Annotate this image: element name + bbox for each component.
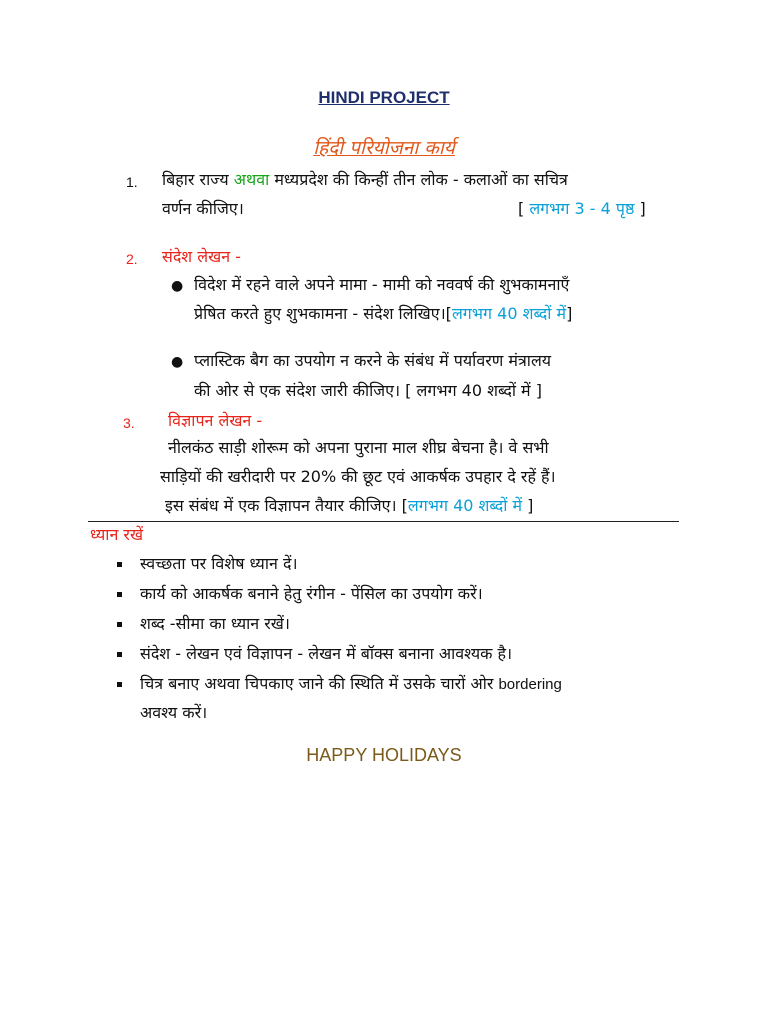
footer-greeting: HAPPY HOLIDAYS <box>306 745 462 765</box>
item-1-note-close: ] <box>634 199 646 218</box>
item-3-line-1: नीलकंठ साड़ी शोरूम को अपना पुराना माल शीघ्र बेचना है। वे सभी <box>168 438 549 457</box>
item-1-line-2: वर्णन कीजिए। <box>162 199 244 218</box>
bullet-dot-icon: ● <box>171 278 184 294</box>
item-1-line-1 <box>162 169 568 191</box>
item-1-note-text: लगभग 3 - 4 पृष्ठ <box>529 199 635 218</box>
square-bullet-icon <box>117 622 122 627</box>
item-3-line-3-text: इस संबंध में एक विज्ञापन तैयार कीजिए। [ <box>165 496 408 515</box>
item-2-number: 2. <box>126 251 138 267</box>
item-2-heading: संदेश लेखन - <box>162 247 241 266</box>
square-bullet-icon <box>117 682 122 687</box>
item-2-b1-close: ] <box>566 304 573 323</box>
square-bullet-icon <box>117 652 122 657</box>
item-3-line-3 <box>165 495 533 517</box>
notes-item-5-text: चित्र बनाए अथवा चिपकाए जाने की स्थिति में उसके चारों ओर <box>140 674 499 693</box>
item-3-note-close: ] <box>522 496 534 515</box>
item-1-number: 1. <box>126 174 138 190</box>
page-title: HINDI PROJECT <box>318 88 450 107</box>
notes-item-5 <box>140 673 562 696</box>
item-1-note-open: [ <box>518 199 530 218</box>
notes-heading: ध्यान रखें <box>90 525 144 544</box>
item-1-note <box>518 198 646 220</box>
item-2-b1-text: प्रेषित करते हुए शुभकामना - संदेश लिखिए।[ <box>194 304 452 323</box>
item-3-note: लगभग 40 शब्दों में <box>407 496 523 515</box>
item-2-bullet-1-line-1: विदेश में रहने वाले अपने मामा - मामी को नववर्ष की शुभकामनाएँ <box>194 275 570 294</box>
notes-item-4: संदेश - लेखन एवं विज्ञापन - लेखन में बॉक्स बनाना आवश्यक है। <box>140 644 513 663</box>
item-1-text-c: मध्यप्रदेश की किन्हीं तीन लोक - कलाओं का सचित्र <box>269 170 568 189</box>
notes-item-2: कार्य को आकर्षक बनाने हेतु रंगीन - पेंसिल का उपयोग करें। <box>140 584 483 603</box>
section-divider <box>88 521 679 522</box>
item-2-bullet-2-line-2: की ओर से एक संदेश जारी कीजिए। [ लगभग 40 शब्दों में ] <box>194 381 542 400</box>
notes-item-5-line-2: अवश्य करें। <box>140 703 208 722</box>
item-2-b1-note: लगभग 40 शब्दों में <box>451 304 567 323</box>
item-3-number: 3. <box>123 415 135 431</box>
item-2-bullet-2-line-1: प्लास्टिक बैग का उपयोग न करने के संबंध में पर्यावरण मंत्रालय <box>194 351 552 370</box>
square-bullet-icon <box>117 592 122 597</box>
page-subtitle: हिंदी परियोजना कार्य <box>313 137 455 159</box>
item-1-text-a: बिहार राज्य <box>162 170 234 189</box>
bullet-dot-icon: ● <box>171 354 184 370</box>
notes-item-1: स्वच्छता पर विशेष ध्यान दें। <box>140 554 298 573</box>
notes-item-5-latin: bordering <box>498 676 562 693</box>
item-2-bullet-1-line-2 <box>194 303 572 325</box>
item-3-heading: विज्ञापन लेखन - <box>168 411 263 430</box>
item-3-line-2: साड़ियों की खरीदारी पर 20% की छूट एवं आकर्षक उपहार दे रहें हैं। <box>160 467 556 486</box>
notes-item-3: शब्द -सीमा का ध्यान रखें। <box>140 614 290 633</box>
item-1-athva: अथवा <box>233 170 270 189</box>
square-bullet-icon <box>117 562 122 567</box>
